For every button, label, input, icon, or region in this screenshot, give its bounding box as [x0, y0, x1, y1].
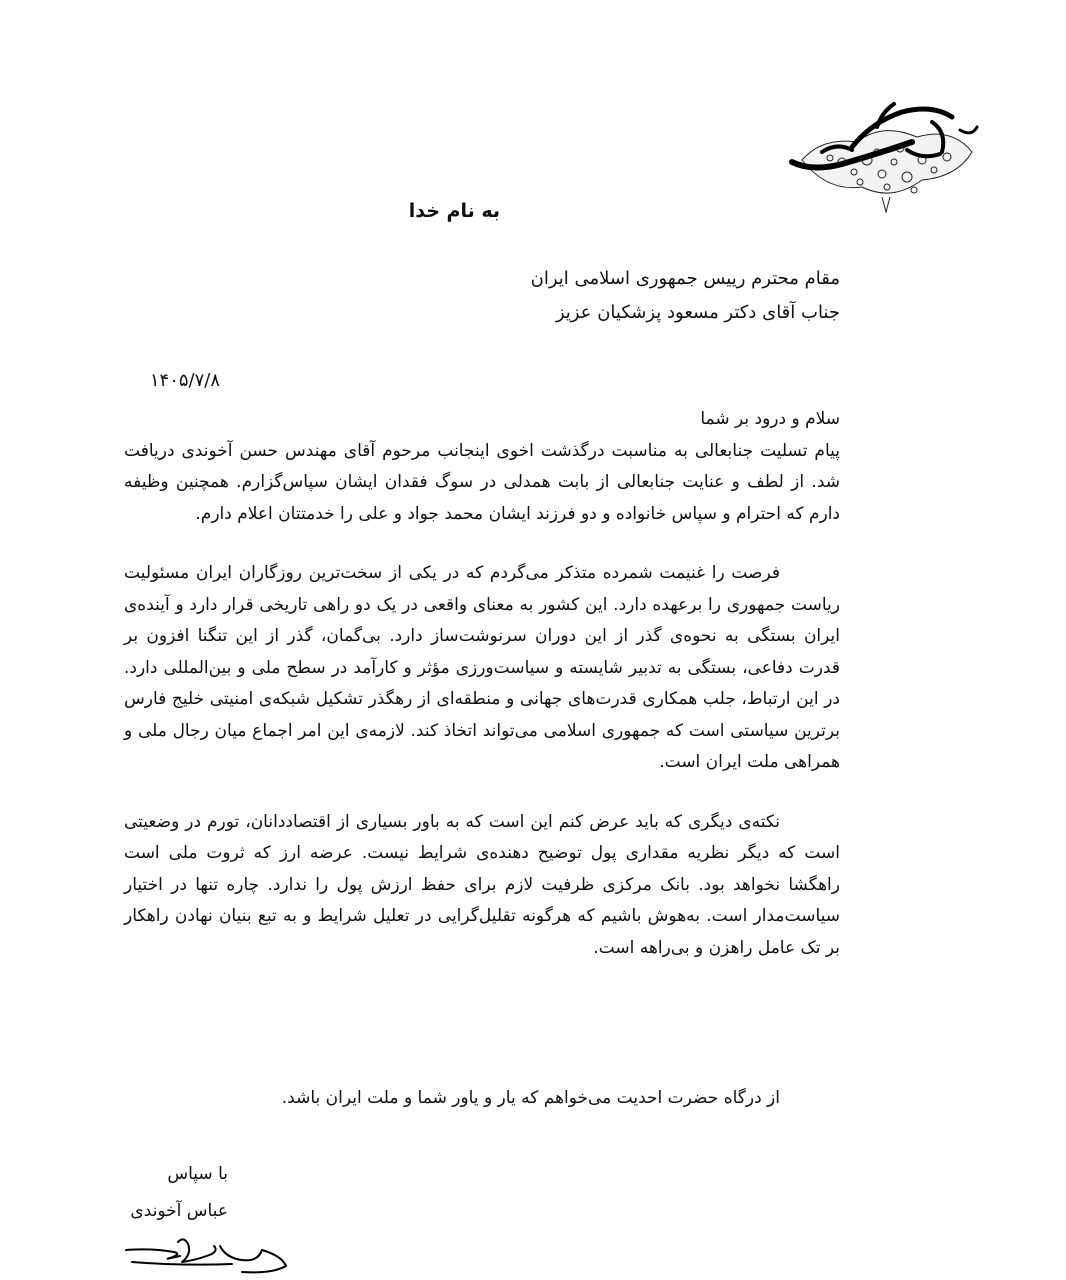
signoff-name: عباس آخوندی [130, 1201, 228, 1221]
signoff-thanks: با سپاس [167, 1164, 228, 1184]
paragraph-2: فرصت را غنیمت شمرده متذکر می‌گردم که در یکی از سخت‌ترین روزگاران ایران مسئولیت ریاست جمهوری را برعهده دارد. این کشور به معنای واقعی در یک دو راهی تاریخی قرار دارد و آینده‌ی ایران بستگی به نحوه‌ی گذر از این دوران سرنوشت‌ساز دارد. بی‌گمان، گذر از این تنگنا افزون بر قدرت دفاعی، بستگی به تدبیر شایسته و سیاست‌ورزی مؤثر و کارآمد در سطح ملی و بین‌المللی دارد. در این ارتباط، جلب همکاری قدرت‌های جهانی و منطقه‌ای از رهگذر تشکیل شبکه‌ی امنیتی خلیج فارس برترین سیاستی است که جمهوری اسلامی می‌تواند اتخاذ کند. لازمه‌ی این امر اجماع میان رجال ملی و همراهی ملت ایران است. [124, 563, 840, 772]
addressee-line-1: مقام محترم رییس جمهوری اسلامی ایران [530, 268, 840, 289]
calligraphy-logo-icon [782, 82, 982, 222]
handwritten-signature-icon [122, 1232, 292, 1278]
letter-date: ۱۴۰۵/۷/۸ [149, 370, 220, 391]
signoff-block [100, 1156, 228, 1230]
paragraph-3: نکته‌ی دیگری که باید عرض کنم این است که به باور بسیاری از اقتصاددانان، تورم در وضعیتی است که دیگر نظریه مقداری پول توضیح دهنده‌ی شرایط نیست. عرضه ارز که ثروت ملی است راهگشا نخواهد بود. بانک مرکزی ظرفیت لازم برای حفظ ارزش پول را ندارد. چاره تنها در اختیار سیاست‌مدار است. به‌هوش باشیم که هرگونه تقلیل‌گرایی در تعلیل شرایط و به تبع بنیان نهادن راهکار بر تک عامل راهزن و بی‌راهه است. [124, 811, 840, 958]
addressee-block [420, 262, 840, 330]
paragraph-1: پیام تسلیت جنابعالی به مناسبت درگذشت اخوی اینجانب مرحوم آقای مهندس حسن آخوندی دریافت شد. از لطف و عنایت جنابعالی از بابت همدلی در سوگ فقدان ایشان سپاس‌گزارم. همچنین وظیفه دارم که احترام و سپاس خانواده و دو فرزند ایشان محمد جواد و علی را خدمتتان اعلام دارم. [124, 440, 840, 524]
closing-line: از درگاه حضرت احدیت می‌خواهم که یار و یاور شما و ملت ایران باشد. [281, 1088, 780, 1108]
letter-body [124, 404, 840, 964]
bismillah-heading: به نام خدا [408, 200, 500, 222]
addressee-line-2: جناب آقای دکتر مسعود پزشکیان عزیز [555, 302, 840, 323]
greeting: سلام و درود بر شما [700, 409, 840, 429]
